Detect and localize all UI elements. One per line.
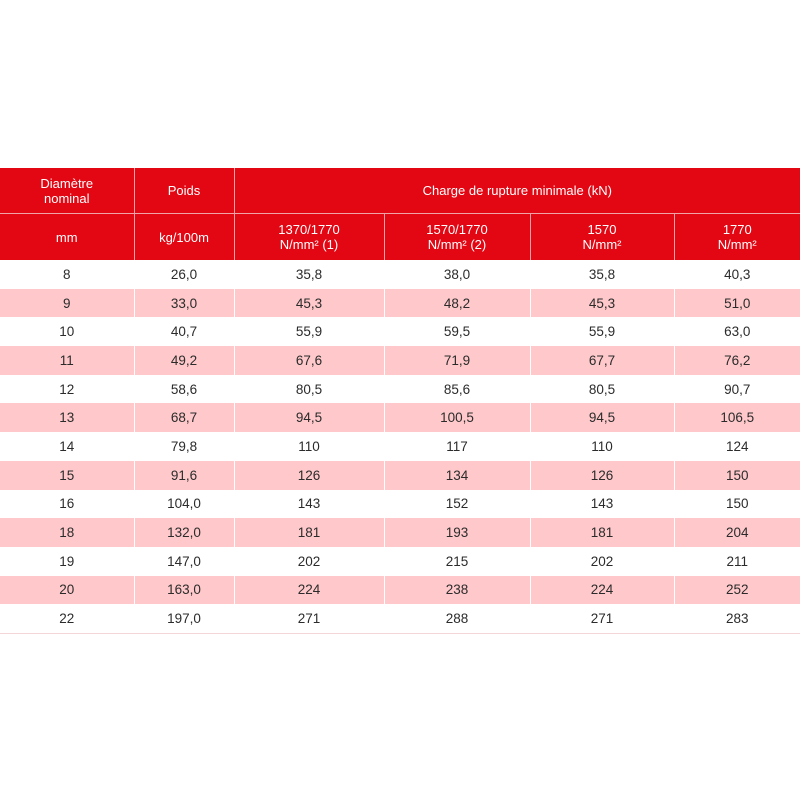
- header-charge-rupture: Charge de rupture minimale (kN): [234, 168, 800, 214]
- header-poids: Poids: [134, 168, 234, 214]
- cell-charge-1370-1770: 80,5: [234, 375, 384, 404]
- cell-charge-1570-1770: 152: [384, 490, 530, 519]
- cell-charge-1370-1770: 110: [234, 432, 384, 461]
- cell-charge-1770: 204: [674, 518, 800, 547]
- cell-charge-1370-1770: 67,6: [234, 346, 384, 375]
- cell-charge-1570-1770: 117: [384, 432, 530, 461]
- cell-charge-1570: 110: [530, 432, 674, 461]
- breaking-load-table-container: [0, 168, 800, 634]
- table-row: [0, 576, 800, 605]
- table-row: [0, 604, 800, 633]
- cell-diametre: 14: [0, 432, 134, 461]
- cell-poids: 197,0: [134, 604, 234, 633]
- cell-charge-1570-1770: 85,6: [384, 375, 530, 404]
- header-row-2: [0, 214, 800, 261]
- cell-charge-1770: 252: [674, 576, 800, 605]
- header-row-1: [0, 168, 800, 214]
- cell-poids: 132,0: [134, 518, 234, 547]
- header-grade-unit: N/mm² (1): [279, 237, 339, 252]
- cell-diametre: 12: [0, 375, 134, 404]
- table-row: [0, 375, 800, 404]
- table-row: [0, 403, 800, 432]
- cell-charge-1570: 271: [530, 604, 674, 633]
- table-header: [0, 168, 800, 260]
- cell-charge-1570: 126: [530, 461, 674, 490]
- header-grade-1570-1770: [384, 214, 530, 261]
- cell-poids: 58,6: [134, 375, 234, 404]
- cell-charge-1370-1770: 181: [234, 518, 384, 547]
- cell-charge-1370-1770: 45,3: [234, 289, 384, 318]
- cell-charge-1770: 150: [674, 490, 800, 519]
- cell-charge-1370-1770: 271: [234, 604, 384, 633]
- cell-charge-1570-1770: 288: [384, 604, 530, 633]
- cell-charge-1570-1770: 238: [384, 576, 530, 605]
- cell-charge-1770: 150: [674, 461, 800, 490]
- cell-charge-1770: 51,0: [674, 289, 800, 318]
- cell-charge-1570: 80,5: [530, 375, 674, 404]
- cell-poids: 91,6: [134, 461, 234, 490]
- table-row: [0, 518, 800, 547]
- header-grade-label: 1570/1770: [426, 222, 488, 237]
- cell-charge-1770: 124: [674, 432, 800, 461]
- cell-charge-1770: 211: [674, 547, 800, 576]
- cell-charge-1570-1770: 71,9: [384, 346, 530, 375]
- cell-charge-1570: 94,5: [530, 403, 674, 432]
- cell-poids: 163,0: [134, 576, 234, 605]
- cell-charge-1370-1770: 224: [234, 576, 384, 605]
- header-grade-label: 1570: [587, 222, 617, 237]
- table-row: [0, 260, 800, 289]
- cell-charge-1370-1770: 143: [234, 490, 384, 519]
- header-grade-label: 1370/1770: [278, 222, 340, 237]
- cell-poids: 40,7: [134, 317, 234, 346]
- header-grade-unit: N/mm² (2): [427, 237, 487, 252]
- cell-charge-1570: 224: [530, 576, 674, 605]
- cell-charge-1570-1770: 134: [384, 461, 530, 490]
- cell-charge-1370-1770: 94,5: [234, 403, 384, 432]
- cell-charge-1370-1770: 55,9: [234, 317, 384, 346]
- cell-diametre: 16: [0, 490, 134, 519]
- breaking-load-table: [0, 168, 800, 634]
- cell-poids: 104,0: [134, 490, 234, 519]
- header-grade-1370-1770: [234, 214, 384, 261]
- header-grade-unit: N/mm²: [582, 237, 622, 252]
- header-grade-unit: N/mm²: [717, 237, 757, 252]
- header-grade-label: 1770: [722, 222, 752, 237]
- table-row: [0, 461, 800, 490]
- cell-poids: 68,7: [134, 403, 234, 432]
- cell-charge-1570: 35,8: [530, 260, 674, 289]
- table-row: [0, 346, 800, 375]
- cell-diametre: 9: [0, 289, 134, 318]
- header-grade-1570: [530, 214, 674, 261]
- cell-charge-1570-1770: 59,5: [384, 317, 530, 346]
- cell-charge-1570: 202: [530, 547, 674, 576]
- cell-charge-1770: 76,2: [674, 346, 800, 375]
- header-unit-mm: mm: [0, 214, 134, 261]
- cell-diametre: 8: [0, 260, 134, 289]
- header-unit-kg: kg/100m: [134, 214, 234, 261]
- cell-charge-1570: 143: [530, 490, 674, 519]
- cell-poids: 33,0: [134, 289, 234, 318]
- cell-charge-1770: 106,5: [674, 403, 800, 432]
- cell-charge-1570: 181: [530, 518, 674, 547]
- header-diametre-line2: nominal: [43, 190, 90, 206]
- cell-charge-1770: 90,7: [674, 375, 800, 404]
- cell-diametre: 13: [0, 403, 134, 432]
- header-grade-1770: [674, 214, 800, 261]
- cell-poids: 49,2: [134, 346, 234, 375]
- cell-diametre: 20: [0, 576, 134, 605]
- cell-charge-1570-1770: 100,5: [384, 403, 530, 432]
- cell-charge-1370-1770: 202: [234, 547, 384, 576]
- table-row: [0, 547, 800, 576]
- cell-charge-1570: 55,9: [530, 317, 674, 346]
- table-row: [0, 432, 800, 461]
- cell-diametre: 18: [0, 518, 134, 547]
- cell-poids: 79,8: [134, 432, 234, 461]
- cell-diametre: 15: [0, 461, 134, 490]
- cell-charge-1770: 63,0: [674, 317, 800, 346]
- cell-charge-1570-1770: 193: [384, 518, 530, 547]
- cell-charge-1570: 67,7: [530, 346, 674, 375]
- cell-diametre: 11: [0, 346, 134, 375]
- cell-charge-1370-1770: 126: [234, 461, 384, 490]
- cell-charge-1770: 40,3: [674, 260, 800, 289]
- table-body: [0, 260, 800, 633]
- header-diametre: [0, 168, 134, 214]
- table-row: [0, 490, 800, 519]
- cell-diametre: 19: [0, 547, 134, 576]
- cell-charge-1570: 45,3: [530, 289, 674, 318]
- table-row: [0, 289, 800, 318]
- cell-poids: 26,0: [134, 260, 234, 289]
- cell-charge-1770: 283: [674, 604, 800, 633]
- cell-poids: 147,0: [134, 547, 234, 576]
- cell-charge-1570-1770: 48,2: [384, 289, 530, 318]
- table-row: [0, 317, 800, 346]
- cell-charge-1570-1770: 215: [384, 547, 530, 576]
- cell-diametre: 10: [0, 317, 134, 346]
- cell-charge-1370-1770: 35,8: [234, 260, 384, 289]
- header-diametre-line1: Diamètre: [40, 175, 94, 191]
- cell-charge-1570-1770: 38,0: [384, 260, 530, 289]
- cell-diametre: 22: [0, 604, 134, 633]
